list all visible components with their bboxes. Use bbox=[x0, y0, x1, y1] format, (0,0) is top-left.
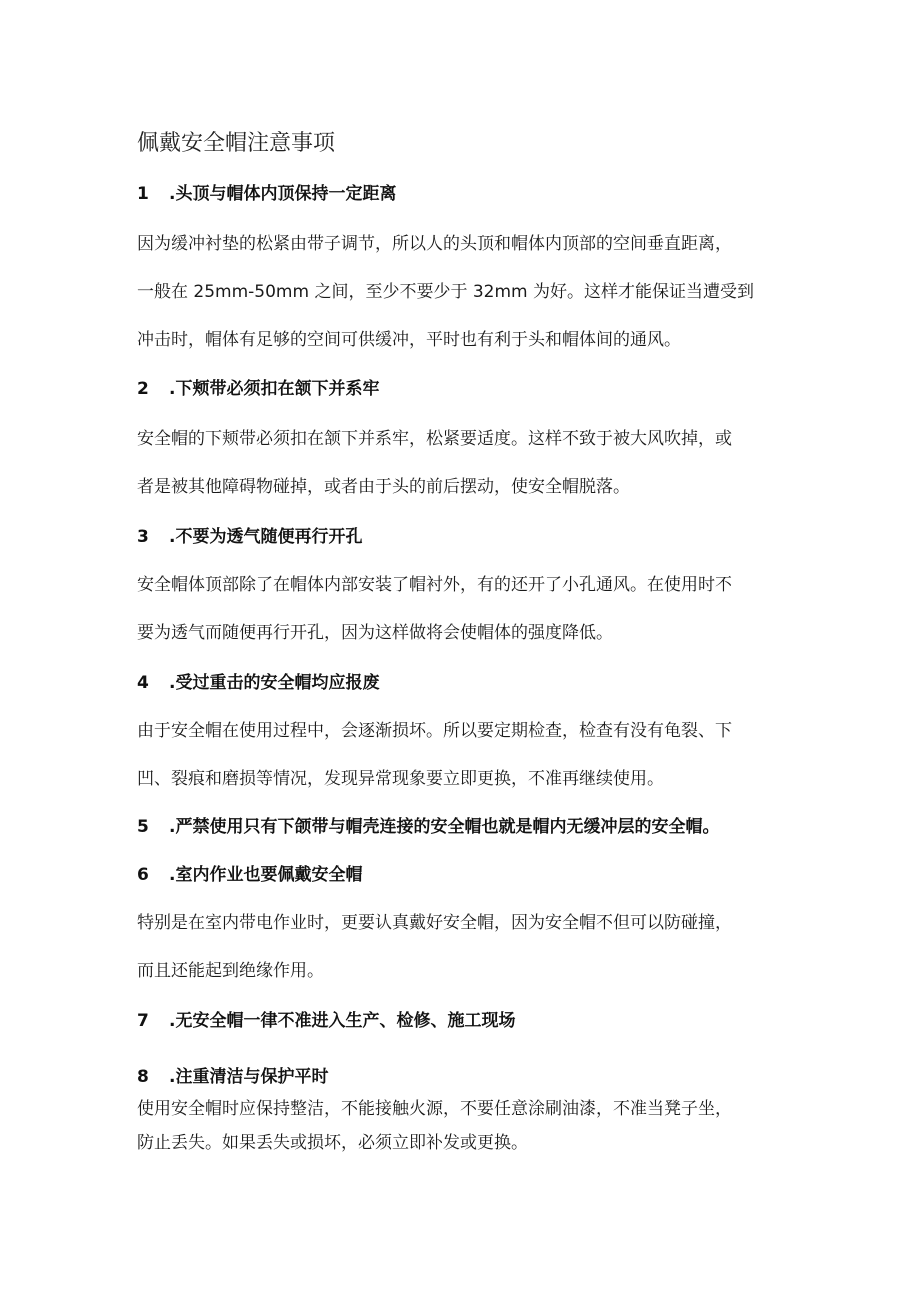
section-heading-text: .严禁使用只有下颌带与帽壳连接的安全帽也就是帽内无缓冲层的安全帽。 bbox=[169, 817, 720, 837]
section-heading-2 bbox=[137, 376, 379, 402]
section-body-2 bbox=[137, 426, 797, 522]
body-line: 安全帽的下颊带必须扣在颔下并系牢，松紧要适度。这样不致于被大风吹掉，或 bbox=[137, 429, 732, 449]
section-heading-text: .注重清洁与保护平时 bbox=[169, 1067, 329, 1087]
body-line: 安全帽体顶部除了在帽体内部安装了帽衬外，有的还开了小孔通风。在使用时不 bbox=[137, 575, 732, 595]
section-number: 5 bbox=[137, 817, 149, 837]
section-number: 3 bbox=[137, 527, 149, 547]
section-number: 2 bbox=[137, 379, 149, 399]
section-heading-8 bbox=[137, 1064, 328, 1090]
section-number: 7 bbox=[137, 1011, 149, 1031]
section-heading-6 bbox=[137, 862, 362, 888]
section-heading-5 bbox=[137, 814, 719, 840]
section-heading-4 bbox=[137, 670, 379, 696]
section-heading-1 bbox=[137, 181, 396, 207]
section-heading-text: .下颊带必须扣在颔下并系牢 bbox=[169, 379, 380, 399]
body-line: 冲击时，帽体有足够的空间可供缓冲，平时也有利于头和帽体间的通风。 bbox=[137, 330, 681, 350]
section-body-3 bbox=[137, 572, 797, 668]
body-line: 凹、裂痕和磨损等情况，发现异常现象要立即更换，不准再继续使用。 bbox=[137, 769, 664, 789]
body-line: 要为透气而随便再行开孔，因为这样做将会使帽体的强度降低。 bbox=[137, 623, 613, 643]
section-body-4 bbox=[137, 718, 797, 814]
body-line: 使用安全帽时应保持整洁，不能接触火源，不要任意涂刷油漆，不准当凳子坐， bbox=[137, 1099, 732, 1119]
section-heading-7 bbox=[137, 1008, 515, 1034]
section-heading-text: .受过重击的安全帽均应报废 bbox=[169, 673, 380, 693]
section-number: 1 bbox=[137, 184, 149, 204]
section-heading-3 bbox=[137, 524, 362, 550]
section-body-1 bbox=[137, 231, 797, 375]
body-line: 特别是在室内带电作业时，更要认真戴好安全帽，因为安全帽不但可以防碰撞， bbox=[137, 913, 732, 933]
section-heading-text: .无安全帽一律不准进入生产、检修、施工现场 bbox=[169, 1011, 516, 1031]
body-line: 一般在 25mm-50mm 之间，至少不要少于 32mm 为好。这样才能保证当遭受到 bbox=[137, 282, 755, 302]
section-number: 4 bbox=[137, 673, 149, 693]
section-heading-text: .不要为透气随便再行开孔 bbox=[169, 527, 363, 547]
section-body-8 bbox=[137, 1096, 797, 1164]
body-line: 而且还能起到绝缘作用。 bbox=[137, 961, 324, 981]
section-heading-text: .头顶与帽体内顶保持一定距离 bbox=[169, 184, 397, 204]
body-line: 由于安全帽在使用过程中，会逐渐损坏。所以要定期检查，检查有没有龟裂、下 bbox=[137, 721, 732, 741]
section-heading-text: .室内作业也要佩戴安全帽 bbox=[169, 865, 363, 885]
body-line: 因为缓冲衬垫的松紧由带子调节，所以人的头顶和帽体内顶部的空间垂直距离， bbox=[137, 234, 732, 254]
section-number: 8 bbox=[137, 1067, 149, 1087]
body-line: 防止丢失。如果丢失或损坏，必须立即补发或更换。 bbox=[137, 1133, 528, 1153]
body-line: 者是被其他障碍物碰掉，或者由于头的前后摆动，使安全帽脱落。 bbox=[137, 477, 630, 497]
section-number: 6 bbox=[137, 865, 149, 885]
page-title: 佩戴安全帽注意事项 bbox=[137, 131, 336, 156]
section-body-6 bbox=[137, 910, 797, 1006]
